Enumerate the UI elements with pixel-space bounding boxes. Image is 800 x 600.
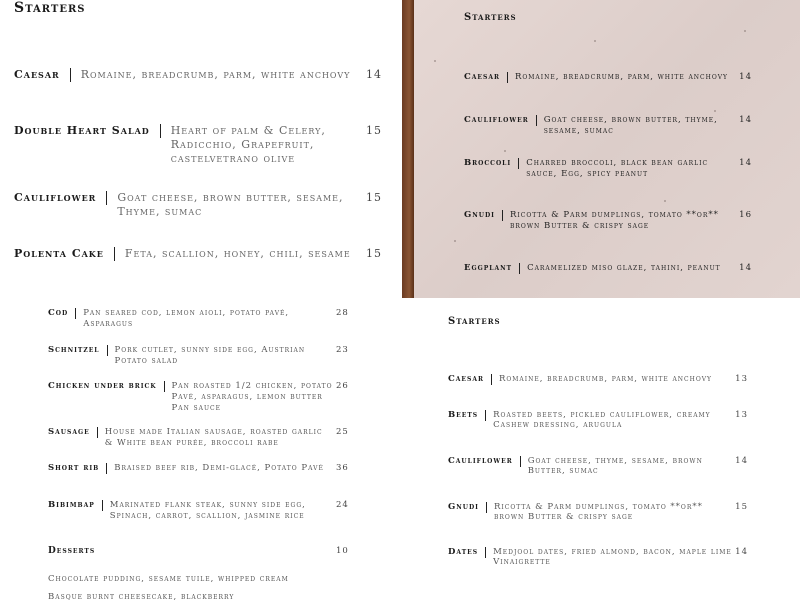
dish-price: 15 (735, 502, 748, 512)
dish-price: 14 (735, 456, 748, 466)
wood-table-edge (402, 0, 414, 298)
menu-item (48, 463, 333, 474)
dish-price: 14 (739, 263, 752, 273)
dish-price: 15 (366, 191, 382, 204)
divider (107, 345, 108, 356)
menu-panel-photo (402, 0, 800, 298)
dish-price: 14 (735, 547, 748, 557)
dish-price: 14 (739, 158, 752, 168)
dish-description: Pan seared cod, lemon aioli, potato pavé, Asparagus (83, 308, 290, 329)
divider (114, 247, 115, 261)
dish-price: 14 (739, 115, 752, 125)
divider (164, 381, 165, 392)
menu-item (448, 374, 733, 385)
section-title-desserts: Desserts (48, 546, 96, 556)
divider (518, 158, 519, 169)
menu-panel-bottom-right (402, 298, 800, 600)
divider (491, 374, 492, 385)
dish-price: 23 (336, 345, 349, 355)
dish-description: Romaine, breadcrumb, parm, white anchovy (498, 374, 712, 384)
menu-item (448, 410, 733, 430)
dish-price: 14 (739, 72, 752, 82)
dish-name: Cauliflower (448, 456, 513, 466)
dish-description: Ricotta & Parm dumplings, tomato **or** brown Butter & crispy sage (510, 210, 719, 231)
dish-price: 26 (336, 381, 349, 391)
dish-name: Broccoli (464, 158, 512, 168)
paper-sheet (414, 0, 800, 298)
dish-price: 25 (336, 427, 349, 437)
menu-item (14, 191, 344, 219)
dish-name: Bibimbap (48, 500, 95, 510)
dish-name: Gnudi (448, 502, 479, 512)
dish-name: Cauliflower (464, 115, 529, 125)
menu-item (48, 381, 333, 414)
menu-item (48, 345, 328, 367)
dish-price: 24 (336, 500, 349, 510)
menu-item (14, 247, 364, 261)
section-title-starters: Starters (14, 0, 86, 16)
divider (507, 72, 508, 83)
menu-item (14, 68, 364, 82)
menu-item (464, 263, 739, 274)
dish-description: Charred broccoli, black bean garlic sauce, Egg, spicy peanut (526, 158, 709, 179)
menu-item (448, 456, 723, 476)
dish-name: Gnudi (464, 210, 495, 220)
menu-item (48, 308, 328, 330)
dish-name: Polenta Cake (14, 247, 104, 260)
dish-description: Caramelized miso glaze, tahini, peanut (527, 263, 721, 273)
menu-item (464, 210, 736, 232)
dish-name: Caesar (448, 374, 484, 384)
dish-name: Double Heart Salad (14, 124, 150, 137)
dish-description: Roasted beets, pickled cauliflower, creamy Cashew dressing, arugula (493, 410, 711, 430)
desserts-price: 10 (336, 546, 349, 556)
menu-item (48, 500, 333, 522)
dish-description: Goat cheese, brown butter, sesame, Thyme, sumac (117, 191, 344, 218)
menu-item (14, 124, 359, 166)
dish-description: House made Italian sausage, roasted garlic & White bean purée, broccoli rabe (104, 427, 323, 448)
divider (102, 500, 103, 511)
menu-item (464, 72, 734, 83)
dish-price: 15 (366, 124, 382, 137)
divider (520, 456, 521, 467)
dish-description: Pork cutlet, sunny side egg, Austrian Potato salad (114, 345, 306, 366)
menu-panel-top-left (0, 0, 402, 290)
section-title-starters: Starters (448, 316, 501, 327)
dish-name: Chicken under brick (48, 381, 157, 391)
dish-description: Medjool dates, fried almond, bacon, maple lime Vinaigrette (493, 547, 732, 567)
dish-description: Romaine, breadcrumb, parm, white anchovy (514, 72, 728, 82)
dish-name: Eggplant (464, 263, 513, 273)
menu-item (448, 502, 733, 522)
divider (485, 410, 486, 421)
divider (70, 68, 71, 82)
section-title-starters: Starters (464, 12, 517, 23)
dish-price: 13 (735, 374, 748, 384)
divider (485, 547, 486, 558)
dish-name: Cauliflower (14, 191, 97, 204)
dish-description: Pan roasted 1/2 chicken, potato Pavé, asparagus, lemon butter Pan sauce (171, 381, 333, 413)
menu-item (464, 115, 736, 137)
dish-name: Caesar (14, 68, 60, 81)
dish-description: Feta, scallion, honey, chili, sesame (124, 247, 351, 260)
divider (75, 308, 76, 319)
dish-price: 14 (366, 68, 382, 81)
divider (502, 210, 503, 221)
menu-item (448, 547, 733, 567)
divider (486, 502, 487, 513)
dish-name: Short rib (48, 463, 100, 473)
dish-price: 15 (366, 247, 382, 260)
dish-description: Romaine, breadcrumb, parm, white anchovy (80, 68, 351, 81)
divider (519, 263, 520, 274)
dish-name: Dates (448, 547, 479, 557)
divider (536, 115, 537, 126)
dish-description: Goat cheese, thyme, sesame, brown Butter, sumac (527, 456, 703, 476)
divider (106, 463, 107, 474)
dish-description: Ricotta & Parm dumplings, tomato **or** brown Butter & crispy sage (494, 502, 703, 522)
dish-name: Schnitzel (48, 345, 100, 355)
dessert-item: Chocolate pudding, sesame tuile, whipped cream (48, 574, 289, 584)
dish-description: Braised beef rib, Demi-glacé, Potato Pavé (114, 463, 324, 473)
divider (97, 427, 98, 438)
dish-description: Marinated flank steak, sunny side egg, Spinach, carrot, scallion, jasmine rice (109, 500, 306, 521)
menu-panel-mains (0, 290, 402, 600)
dish-name: Sausage (48, 427, 90, 437)
dish-name: Beets (448, 410, 479, 420)
dish-description: Goat cheese, brown butter, thyme, sesame, sumac (543, 115, 718, 136)
dish-name: Cod (48, 308, 69, 318)
divider (106, 191, 107, 205)
dish-price: 16 (739, 210, 752, 220)
dish-description: Heart of palm & Celery, Radicchio, Grapefruit, castelvetrano olive (170, 124, 326, 165)
dish-price: 36 (336, 463, 349, 473)
dish-name: Caesar (464, 72, 500, 82)
menu-item (464, 158, 736, 180)
divider (160, 124, 161, 138)
menu-item (48, 427, 333, 449)
dish-price: 28 (336, 308, 349, 318)
dish-price: 13 (735, 410, 748, 420)
dessert-item: Basque burnt cheesecake, blackberry (48, 592, 235, 600)
